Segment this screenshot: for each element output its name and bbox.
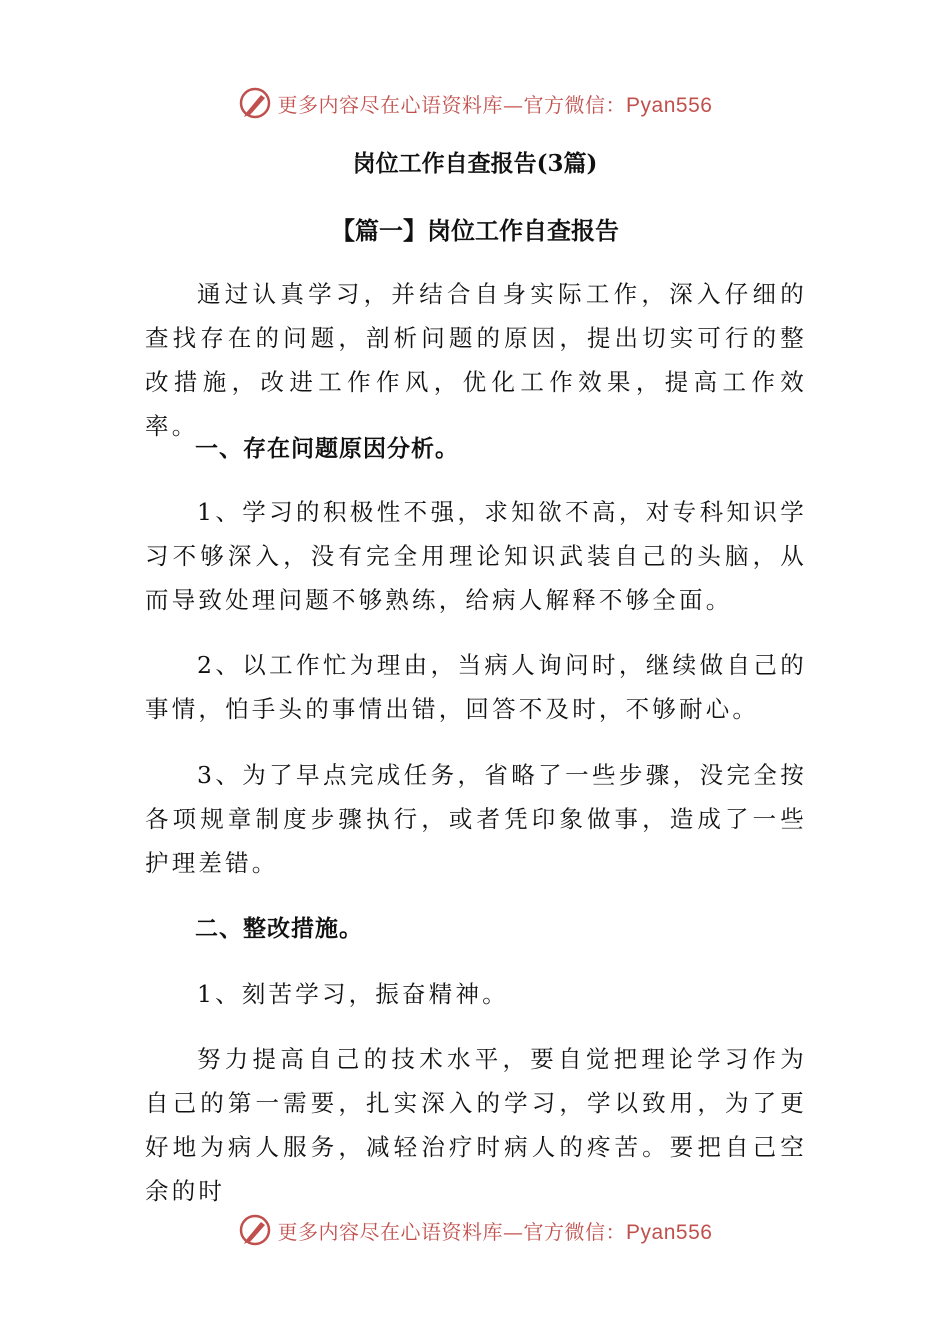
document-subtitle: 【篇一】岗位工作自查报告 [331,216,619,245]
measure-paragraph-1: 努力提高自己的技术水平，要自觉把理论学习作为自己的第一需要，扎实深入的学习，学以致用，为了更好地为病人服务，减轻治疗时病人的疼苦。要把自己空余的时 [145,1045,807,1205]
problem-item-2: 2、以工作忙为理由，当病人询问时，继续做自己的事情，怕手头的事情出错，回答不及时，不够耐心。 [145,651,807,723]
pen-logo-icon [238,1213,272,1247]
watermark-footer [0,1210,950,1250]
section-heading-measures: 二、整改措施。 [195,915,363,942]
pen-logo-icon [238,86,272,120]
watermark-text: 更多内容尽在心语资料库—官方微信：Pyan556 [277,1219,713,1244]
measure-item-1: 1、刻苦学习，振奋精神。 [197,980,509,1008]
intro-paragraph: 通过认真学习，并结合自身实际工作，深入仔细的查找存在的问题，剖析问题的原因，提出切实可行的整改措施，改进工作作风，优化工作效果，提高工作效率。 [145,280,807,440]
watermark-text: 更多内容尽在心语资料库—官方微信：Pyan556 [277,92,713,117]
problem-item-1: 1、学习的积极性不强，求知欲不高，对专科知识学习不够深入，没有完全用理论知识武装自己的头脑，从而导致处理问题不够熟练，给病人解释不够全面。 [145,498,807,614]
watermark-header [0,83,950,123]
section-heading-problems: 一、存在问题原因分析。 [195,435,459,462]
problem-item-3: 3、为了早点完成任务，省略了一些步骤，没完全按各项规章制度步骤执行，或者凭印象做事，造成了一些护理差错。 [145,761,807,877]
document-title: 岗位工作自查报告(3篇) [352,150,598,177]
